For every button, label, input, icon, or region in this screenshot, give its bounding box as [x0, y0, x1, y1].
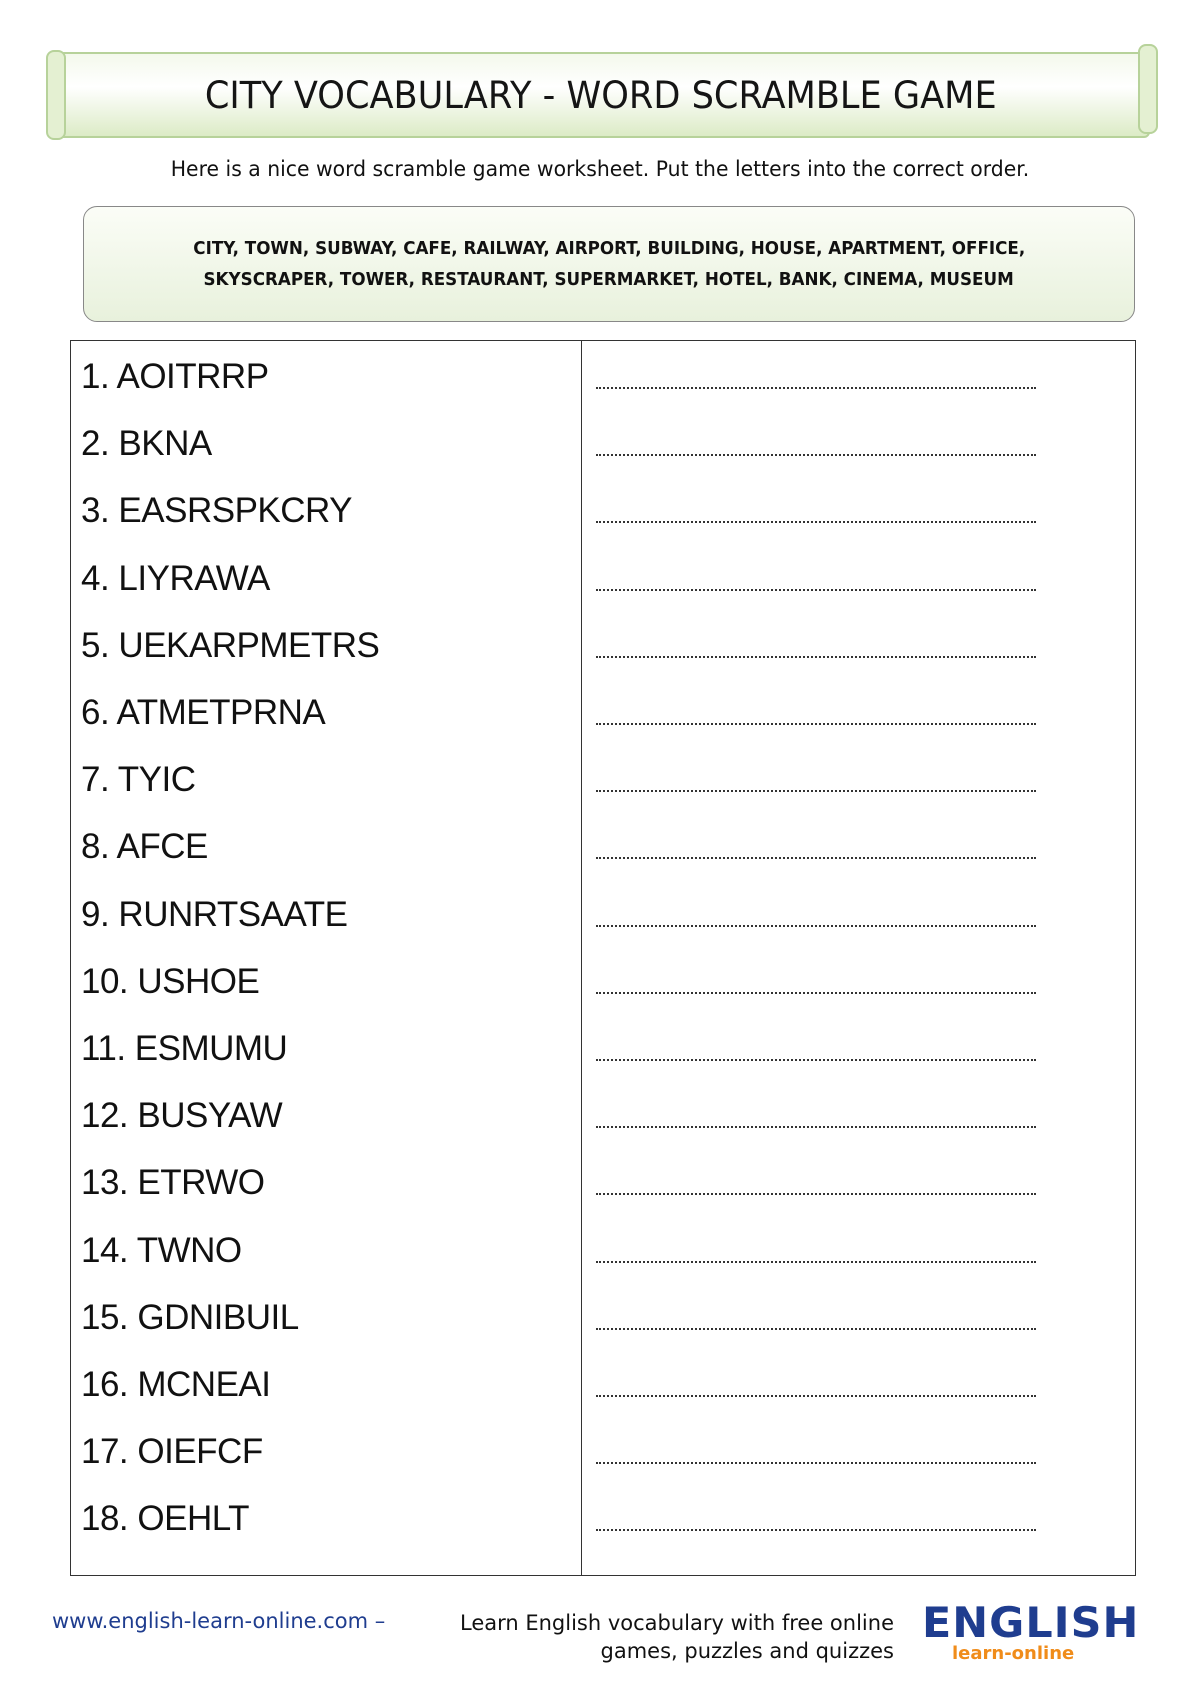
table-row — [71, 1231, 1135, 1298]
answer-line[interactable] — [596, 1261, 1036, 1263]
footer-separator: – — [374, 1609, 386, 1633]
table-row — [71, 1432, 1135, 1499]
answer-line[interactable] — [596, 857, 1036, 859]
footer-tagline-line-1: Learn English vocabulary with free online — [459, 1611, 894, 1635]
table-row — [71, 760, 1135, 827]
scrambled-word: 10. USHOE — [81, 961, 260, 1001]
table-row — [71, 895, 1135, 962]
answer-line[interactable] — [596, 723, 1036, 725]
scrambled-word: 1. AOITRRP — [81, 357, 269, 396]
table-row — [71, 626, 1135, 693]
answer-line[interactable] — [596, 1126, 1036, 1128]
answer-line[interactable] — [596, 992, 1036, 994]
scrambled-word: 8. AFCE — [81, 827, 208, 867]
scramble-table — [70, 340, 1136, 1576]
title-banner — [52, 52, 1150, 138]
answer-line[interactable] — [596, 387, 1036, 389]
answer-line[interactable] — [596, 1328, 1036, 1330]
logo-sub-text: learn-online — [952, 1643, 1075, 1664]
table-row — [71, 559, 1135, 626]
answer-line[interactable] — [596, 790, 1036, 792]
scrambled-word: 2. BKNA — [81, 424, 212, 464]
table-row — [71, 827, 1135, 894]
table-row — [71, 962, 1135, 1029]
answer-line[interactable] — [596, 589, 1036, 591]
table-row — [71, 424, 1135, 491]
word-bank-line-2: SKYSCRAPER, TOWER, RESTAURANT, SUPERMARKET, HOTEL, BANK, CINEMA, MUSEUM — [203, 269, 1015, 290]
table-row — [71, 1163, 1135, 1230]
table-row — [71, 491, 1135, 558]
footer-url-row — [52, 1609, 385, 1633]
scrambled-word: 15. GDNIBUIL — [81, 1297, 299, 1337]
answer-line[interactable] — [596, 1193, 1036, 1195]
footer-tagline — [460, 1609, 894, 1665]
instructions: Here is a nice word scramble game worksheet. Put the letters into the correct order. — [170, 157, 1030, 181]
scrambled-word: 5. UEKARPMETRS — [81, 625, 380, 665]
scrambled-word: 6. ATMETPRNA — [81, 693, 326, 732]
answer-line[interactable] — [596, 1462, 1036, 1464]
answer-line[interactable] — [596, 925, 1036, 927]
answer-line[interactable] — [596, 521, 1036, 523]
table-row — [71, 357, 1135, 424]
scrambled-word: 17. OIEFCF — [81, 1432, 263, 1472]
english-learn-online-logo — [922, 1598, 1140, 1664]
scrambled-word: 12. BUSYAW — [81, 1096, 283, 1136]
answer-line[interactable] — [596, 1059, 1036, 1061]
answer-line[interactable] — [596, 454, 1036, 456]
table-row — [71, 1298, 1135, 1365]
footer-tagline-line-2: games, puzzles and quizzes — [600, 1639, 894, 1663]
word-bank — [83, 206, 1135, 322]
scroll-curl-left — [46, 50, 66, 140]
scrambled-word: 16. MCNEAI — [81, 1365, 271, 1404]
answer-line[interactable] — [596, 656, 1036, 658]
scrambled-word: 18. OEHLT — [81, 1499, 249, 1539]
table-row — [71, 1029, 1135, 1096]
table-row — [71, 693, 1135, 760]
table-row — [71, 1499, 1135, 1566]
word-bank-line-1: CITY, TOWN, SUBWAY, CAFE, RAILWAY, AIRPORT, BUILDING, HOUSE, APARTMENT, OFFICE, — [193, 238, 1025, 259]
scrambled-word: 4. LIYRAWA — [81, 558, 270, 598]
scroll-curl-right — [1138, 44, 1158, 134]
scrambled-word: 7. TYIC — [81, 760, 196, 800]
website-link[interactable]: www.english-learn-online.com — [52, 1609, 369, 1633]
logo-main-text: ENGLISH — [922, 1598, 1140, 1647]
scrambled-word: 14. TWNO — [81, 1230, 242, 1270]
answer-line[interactable] — [596, 1395, 1036, 1397]
answer-line[interactable] — [596, 1529, 1036, 1531]
scrambled-word: 13. ETRWO — [81, 1163, 265, 1203]
scrambled-word: 3. EASRSPKCRY — [81, 491, 353, 531]
page-title: CITY VOCABULARY - WORD SCRAMBLE GAME — [205, 73, 997, 117]
scrambled-word: 11. ESMUMU — [81, 1029, 288, 1068]
table-row — [71, 1096, 1135, 1163]
scrambled-word: 9. RUNRTSAATE — [81, 894, 348, 934]
table-row — [71, 1365, 1135, 1432]
